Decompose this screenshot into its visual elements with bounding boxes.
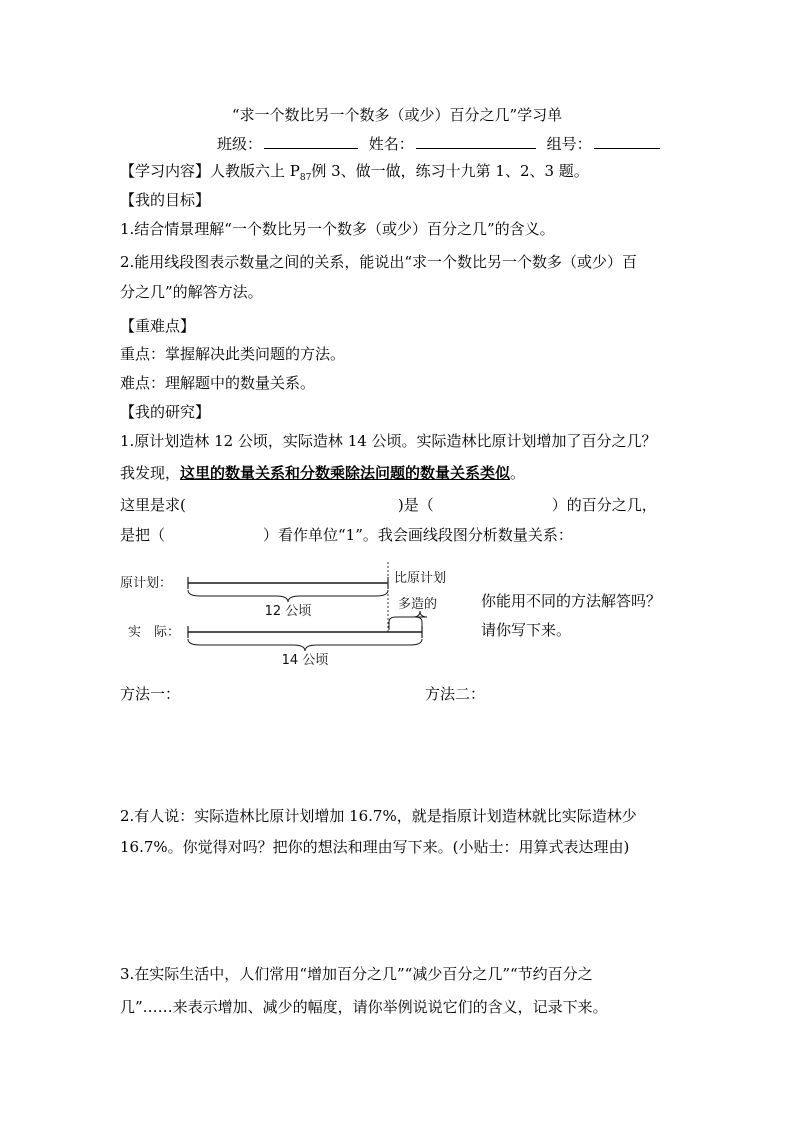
goal-item-1: 1.结合情景理解“一个数比另一个数多（或少）百分之几”的含义。 [120,220,555,238]
name-label: 姓名： [368,135,414,153]
content-prefix: 【学习内容】人教版六上 P [120,162,300,180]
actual-label: 实 际： [128,625,181,640]
study-content [120,160,589,189]
planned-label: 原计划： [120,576,173,591]
discovery-suffix: 。 [510,464,526,482]
question-3-line-2: 几”……来表示增加、减少的幅度，请你举例说说它们的含义，记录下来。 [120,998,608,1016]
unit-line [120,524,573,546]
unit-text-a: 是把（ [120,526,166,544]
comparison-label-line-2: 多造的 [398,597,438,612]
goal-item-2-line-1: 2.能用线段图表示数量之间的关系，能说出“求一个数比另一个数多（或少）百 [120,253,637,271]
method-1-answer-area[interactable] [120,710,420,790]
content-page-number: 87 [299,173,312,183]
find-text-c: ）的百分之几， [551,496,657,514]
group-label: 组号： [546,135,592,153]
find-text-b: )是（ [397,496,434,514]
discovery-prefix: 我发现， [120,464,181,482]
side-question-2: 请你写下来。 [481,621,572,639]
key-points-heading: 【重难点】 [120,317,196,335]
extra-brace [389,611,427,630]
comparison-label-line-1: 比原计划 [394,571,447,586]
question-2-line-2: 16.7%。你觉得对吗？把你的想法和理由写下来。(小贴士：用算式表达理由) [120,838,630,856]
question-2-answer-area[interactable] [120,866,680,956]
find-line [120,494,657,516]
key-point: 重点：掌握解决此类问题的方法。 [120,345,346,363]
find-text-a: 这里是求( [120,496,186,514]
question-3-answer-area[interactable] [120,1026,680,1106]
side-question-1: 你能用不同的方法解答吗？ [481,592,662,610]
planned-value: 12 公顷 [264,604,312,619]
worksheet-title: “求一个数比另一个数多（或少）百分之几”学习单 [231,106,563,124]
discovery-line [120,462,525,484]
class-label: 班级： [217,135,263,153]
question-2-line-1: 2.有人说：实际造林比原计划增加 16.7%，就是指原计划造林就比实际造林少 [120,807,637,825]
question-1: 1.原计划造林 12 公顷，实际造林 14 公顷。实际造林比原计划增加了百分之几？ [120,432,657,450]
method-1-label: 方法一： [120,685,181,703]
group-blank[interactable] [594,132,660,149]
planned-brace [188,590,388,602]
method-2-answer-area[interactable] [425,710,675,790]
method-2-label: 方法二： [425,685,486,703]
name-blank[interactable] [416,132,536,149]
content-suffix: 例 3、做一做，练习十九第 1、2、3 题。 [311,162,589,180]
goal-item-2-line-2: 分之几”的解答方法。 [120,283,263,301]
line-segment-diagram [120,560,480,670]
goals-heading: 【我的目标】 [120,191,211,209]
discovery-emphasis: 这里的数量关系和分数乘除法问题的数量关系类似 [180,464,511,482]
class-blank[interactable] [264,132,358,149]
actual-value: 14 公顷 [281,653,329,668]
actual-brace [188,639,422,651]
question-3-line-1: 3.在实际生活中，人们常用“增加百分之几”“减少百分之几”“节约百分之 [120,965,593,983]
unit-text-b: ）看作单位“1”。我会画线段图分析数量关系： [263,526,573,544]
research-heading: 【我的研究】 [120,403,211,421]
difficult-point: 难点：理解题中的数量关系。 [120,374,316,392]
class-info-row [217,132,666,154]
